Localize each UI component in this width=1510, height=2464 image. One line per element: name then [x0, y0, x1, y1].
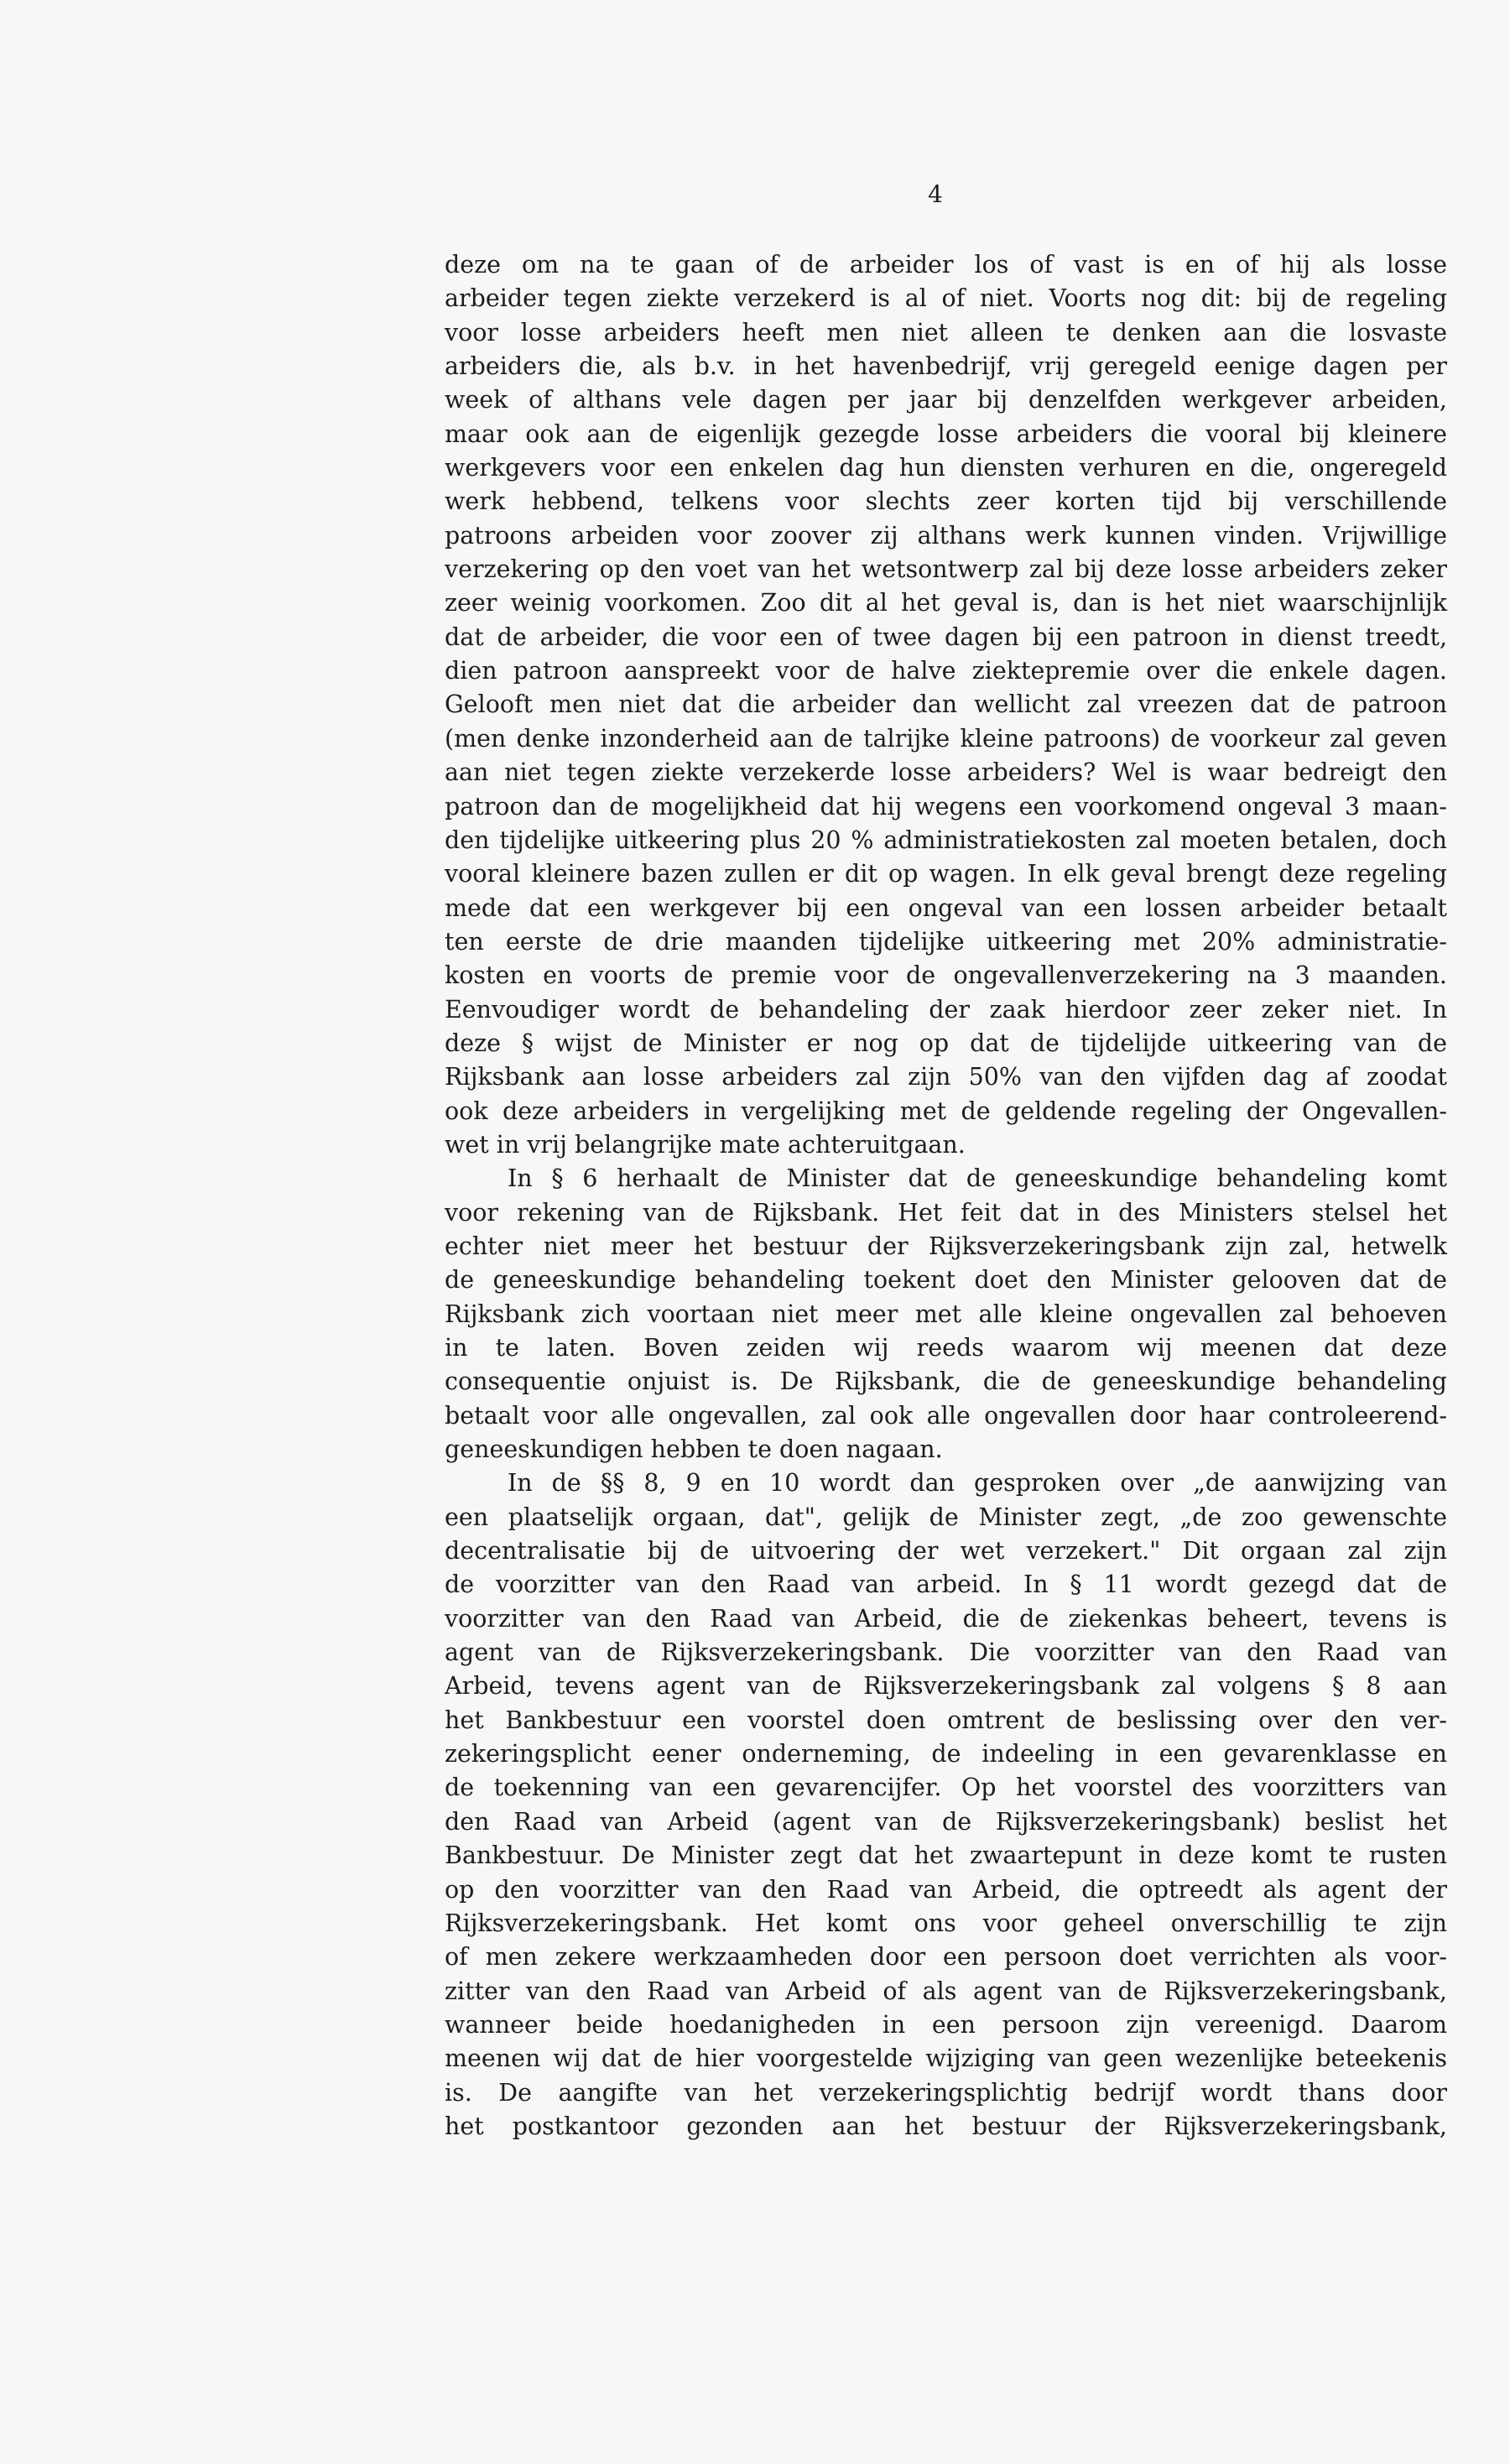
text-line: kosten en voorts de premie voor de ongevallenverzekering na 3 maanden.	[445, 961, 1447, 990]
text-line: echter niet meer het bestuur der Rijksverzekeringsbank zijn zal, hetwelk	[445, 1232, 1447, 1260]
text-line: Gelooft men niet dat die arbeider dan wellicht zal vreezen dat de patroon	[445, 690, 1447, 719]
text-line: voor rekening van de Rijksbank. Het feit dat in des Ministers stelsel het	[445, 1198, 1447, 1227]
text-line: zitter van den Raad van Arbeid of als agent van de Rijksverzekeringsbank,	[445, 1977, 1447, 2005]
text-line: patroon dan de mogelijkheid dat hij wegens een voorkomend ongeval 3 maan-	[445, 792, 1447, 820]
text-line: Rijksverzekeringsbank. Het komt ons voor geheel onverschillig te zijn	[445, 1909, 1447, 1937]
text-line: de geneeskundige behandeling toekent doet den Minister gelooven dat de	[445, 1266, 1447, 1295]
text-line: decentralisatie bij de uitvoering der wet verzekert." Dit orgaan zal zijn	[445, 1537, 1447, 1565]
text-line: een plaatselijk orgaan, dat", gelijk de Minister zegt, „de zoo gewenschte	[445, 1503, 1447, 1531]
text-line: patroons arbeiden voor zoover zij althans werk kunnen vinden. Vrijwillige	[445, 521, 1447, 550]
text-line: het Bankbestuur een voorstel doen omtrent de beslissing over den ver-	[445, 1706, 1447, 1734]
text-line: meenen wij dat de hier voorgestelde wijziging van geen wezenlijke beteekenis	[445, 2045, 1447, 2073]
text-line: voor losse arbeiders heeft men niet alleen te denken aan die losvaste	[445, 318, 1447, 346]
text-line: Arbeid, tevens agent van de Rijksverzekeringsbank zal volgens § 8 aan	[445, 1672, 1447, 1701]
text-line: Bankbestuur. De Minister zegt dat het zwaartepunt in deze komt te rusten	[445, 1841, 1447, 1870]
text-line: consequentie onjuist is. De Rijksbank, die de geneeskundige behandeling	[445, 1367, 1447, 1396]
text-line: voorzitter van den Raad van Arbeid, die de ziekenkas beheert, tevens is	[445, 1604, 1447, 1633]
text-line: wet in vrij belangrijke mate achteruitgaan.	[445, 1130, 966, 1159]
text-line: den tijdelijke uitkeering plus 20 % administratiekosten zal moeten betalen, doch	[445, 826, 1447, 854]
text-line: Rijksbank zich voortaan niet meer met alle kleine ongevallen zal behoeven	[445, 1300, 1447, 1328]
text-line: mede dat een werkgever bij een ongeval van een lossen arbeider betaalt	[445, 893, 1447, 922]
text-line: Eenvoudiger wordt de behandeling der zaak hierdoor zeer zeker niet. In	[445, 995, 1447, 1024]
text-line: arbeider tegen ziekte verzekerd is al of niet. Voorts nog dit: bij de regeling	[445, 284, 1447, 313]
document-body	[445, 248, 1447, 2144]
text-line: dien patroon aanspreekt voor de halve ziektepremie over die enkele dagen.	[445, 657, 1447, 685]
text-line: In de §§ 8, 9 en 10 wordt dan gesproken over „de aanwijzing van	[508, 1469, 1447, 1498]
text-line: deze om na te gaan of de arbeider los of vast is en of hij als losse	[445, 251, 1447, 279]
text-line: het postkantoor gezonden aan het bestuur der Rijksverzekeringsbank,	[445, 2112, 1447, 2140]
text-line: verzekering op den voet van het wetsontwerp zal bij deze losse arbeiders zeker	[445, 555, 1447, 584]
text-line: aan niet tegen ziekte verzekerde losse arbeiders? Wel is waar bedreigt den	[445, 758, 1447, 787]
text-line: op den voorzitter van den Raad van Arbeid, die optreedt als agent der	[445, 1875, 1447, 1904]
text-line: In § 6 herhaalt de Minister dat de geneeskundige behandeling komt	[508, 1164, 1447, 1193]
text-line: agent van de Rijksverzekeringsbank. Die voorzitter van den Raad van	[445, 1638, 1447, 1667]
text-line: betaalt voor alle ongevallen, zal ook alle ongevallen door haar controleerend-	[445, 1401, 1447, 1430]
text-line: arbeiders die, als b.v. in het havenbedrijf, vrij geregeld eenige dagen per	[445, 352, 1447, 381]
text-line: werkgevers voor een enkelen dag hun diensten verhuren en die, ongeregeld	[445, 454, 1447, 482]
text-line: is. De aangifte van het verzekeringsplichtig bedrijf wordt thans door	[445, 2078, 1447, 2107]
text-line: in te laten. Boven zeiden wij reeds waarom wij meenen dat deze	[445, 1334, 1447, 1362]
text-line: de voorzitter van den Raad van arbeid. In § 11 wordt gezegd dat de	[445, 1571, 1447, 1599]
text-line: of men zekere werkzaamheden door een persoon doet verrichten als voor-	[445, 1943, 1447, 1972]
text-line: maar ook aan de eigenlijk gezegde losse arbeiders die vooral bij kleinere	[445, 419, 1447, 448]
text-line: Rijksbank aan losse arbeiders zal zijn 50% van den vijfden dag af zoodat	[445, 1063, 1447, 1091]
text-line: werk hebbend, telkens voor slechts zeer korten tijd bij verschillende	[445, 487, 1447, 516]
text-line: den Raad van Arbeid (agent van de Rijksverzekeringsbank) beslist het	[445, 1807, 1447, 1836]
text-line: week of althans vele dagen per jaar bij denzelfden werkgever arbeiden,	[445, 386, 1447, 414]
text-line: zekeringsplicht eener onderneming, de indeeling in een gevarenklasse en	[445, 1740, 1447, 1769]
text-line: deze § wijst de Minister er nog op dat de tijdelijde uitkeering van de	[445, 1029, 1447, 1057]
text-line: geneeskundigen hebben te doen nagaan.	[445, 1435, 943, 1464]
page-number: 4	[928, 180, 943, 208]
text-line: ten eerste de drie maanden tijdelijke uitkeering met 20% administratie-	[445, 927, 1447, 956]
text-line: zeer weinig voorkomen. Zoo dit al het geval is, dan is het niet waarschijnlijk	[445, 589, 1447, 617]
text-line: vooral kleinere bazen zullen er dit op wagen. In elk geval brengt deze regeling	[445, 860, 1447, 888]
text-line: de toekenning van een gevarencijfer. Op het voorstel des voorzitters van	[445, 1774, 1447, 1802]
text-line: wanneer beide hoedanigheden in een persoon zijn vereenigd. Daarom	[445, 2010, 1447, 2039]
text-line: dat de arbeider, die voor een of twee dagen bij een patroon in dienst treedt,	[445, 623, 1447, 651]
text-line: (men denke inzonderheid aan de talrijke kleine patroons) de voorkeur zal geven	[445, 724, 1447, 753]
text-line: ook deze arbeiders in vergelijking met de geldende regeling der Ongevallen-	[445, 1097, 1447, 1125]
